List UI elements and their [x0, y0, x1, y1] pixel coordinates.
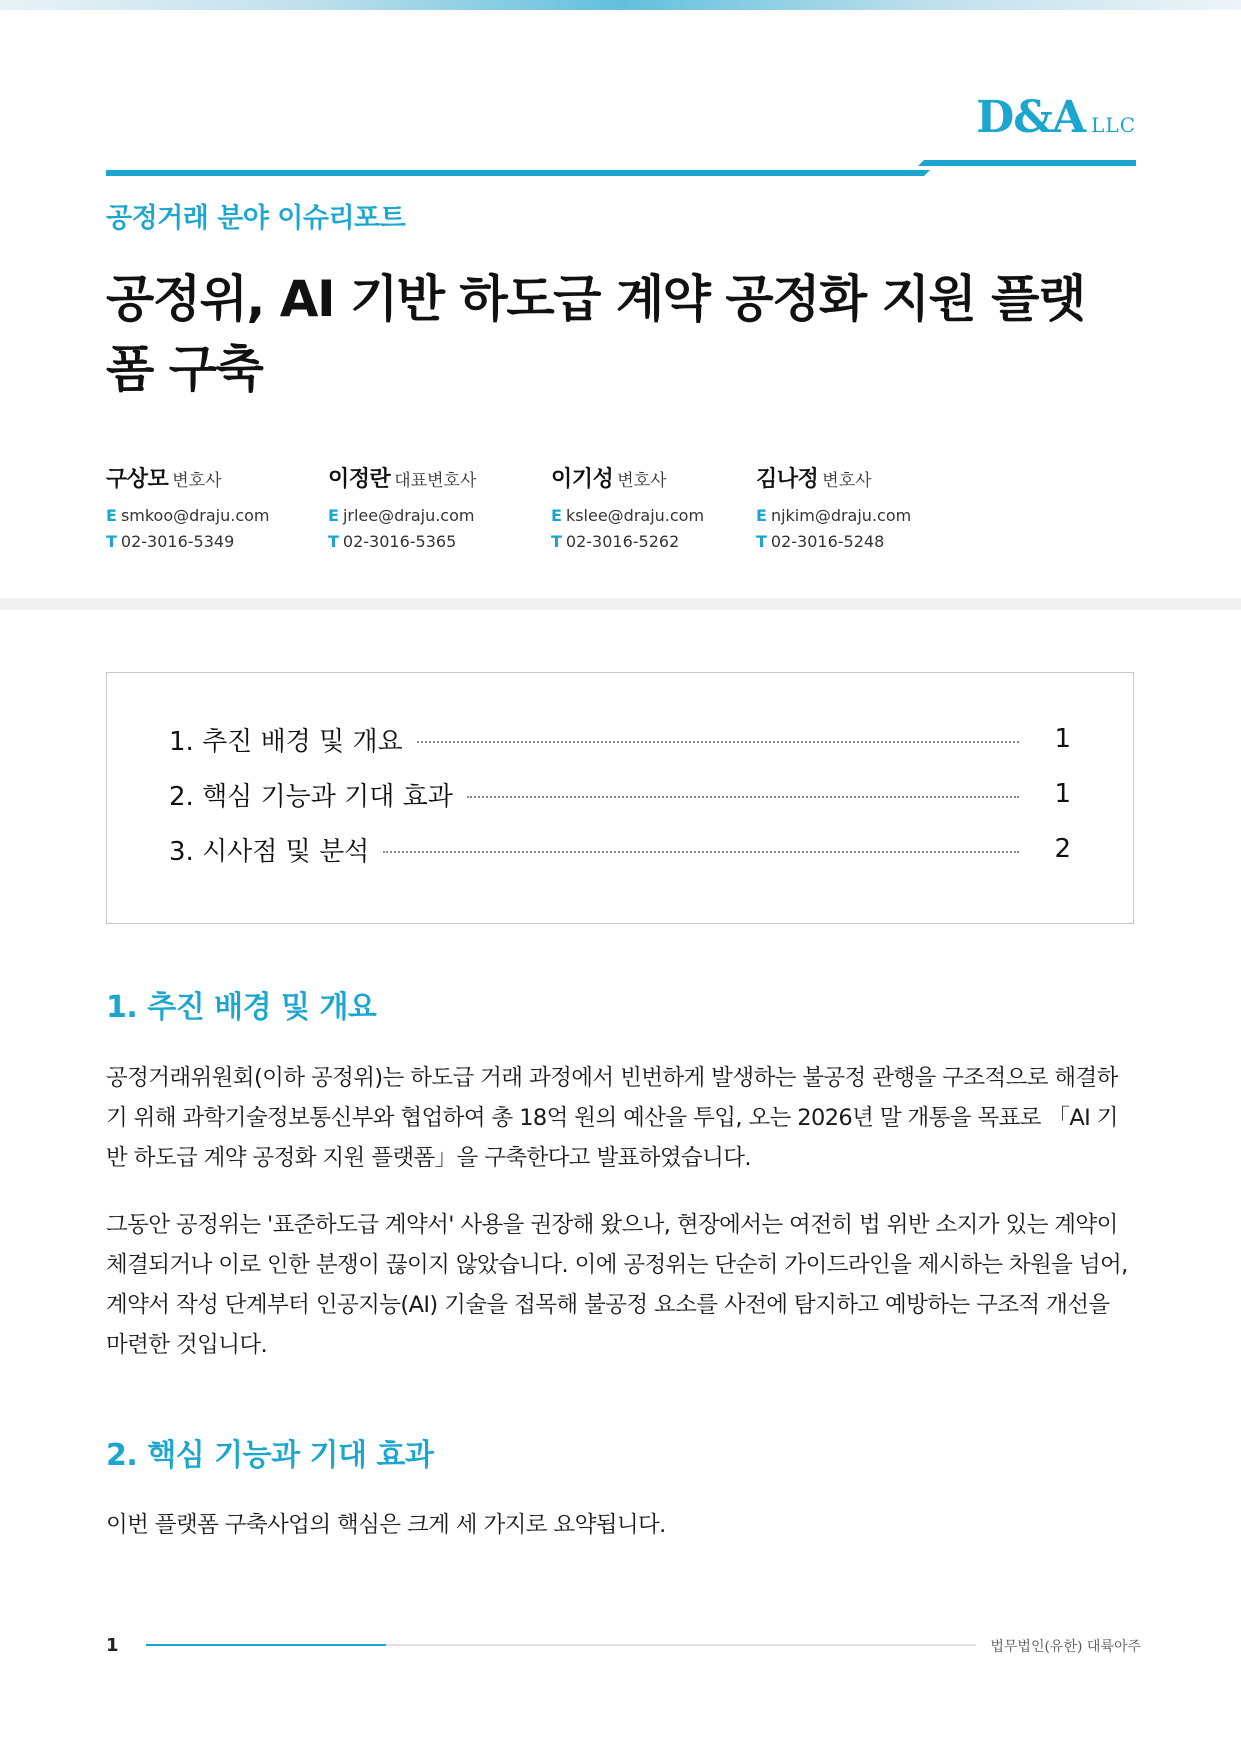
toc-entry-label: 3. 시사점 및 분석: [169, 836, 370, 867]
phone-label: T: [756, 532, 767, 551]
page-title: 공정위, AI 기반 하도급 계약 공정화 지원 플랫폼 구축: [106, 270, 1085, 398]
author-card: [551, 462, 781, 555]
author-phone: 02-3016-5262: [565, 532, 680, 551]
toc-entry-label: 1. 추진 배경 및 개요: [169, 726, 403, 757]
author-card: [756, 462, 986, 555]
toc-leader-dots: [417, 741, 1019, 743]
body-paragraph: 그동안 공정위는 '표준하도급 계약서' 사용을 권장해 왔으나, 현장에서는 여전히 법 위반 소지가 있는 계약이 체결되거나 이로 인한 분쟁이 끊이지 않았습니다. 이에 공정위는 단순히 가이드라인을 제시하는 차원을 넘어, 계약서 작성 단계부터 인공지능(AI) 기술을 접목해 불공정 요소를 사전에 탐지하고 예방하는 구조적 개선을 마련한 것입니다.: [106, 1212, 1128, 1358]
toc-entry[interactable]: [169, 719, 1071, 759]
author-email[interactable]: kslee@draju.com: [565, 506, 705, 525]
section-heading: 2. 핵심 기능과 기대 효과: [106, 1438, 434, 1473]
author-email[interactable]: njkim@draju.com: [770, 506, 912, 525]
body-paragraph: 공정거래위원회(이하 공정위)는 하도급 거래 과정에서 빈번하게 발생하는 불공정 관행을 구조적으로 해결하기 위해 과학기술정보통신부와 협업하여 총 18억 원의 예산을 투입, 오는 2026년 말 개통을 목표로 「AI 기반 하도급 계약 공정화 지원 플랫폼」을 구축한다고 발표하였습니다.: [106, 1065, 1118, 1171]
author-name: 구상모: [106, 467, 169, 492]
phone-label: T: [106, 532, 117, 551]
email-label: E: [756, 506, 767, 525]
toc-entry[interactable]: [169, 774, 1071, 814]
toc-leader-dots: [467, 796, 1019, 798]
author-role: 변호사: [172, 471, 222, 491]
toc-entry-page: 1: [1054, 724, 1071, 754]
table-of-contents: [106, 672, 1134, 924]
logo-main: D&A: [976, 92, 1086, 143]
top-gradient-bar: [0, 0, 1241, 10]
report-category: 공정거래 분야 이슈리포트: [106, 203, 406, 234]
header-rule: [106, 160, 1136, 176]
toc-leader-dots: [383, 851, 1019, 853]
author-role: 대표변호사: [394, 471, 477, 491]
footer-rule: [146, 1644, 976, 1646]
toc-entry-page: 2: [1054, 834, 1071, 864]
email-label: E: [328, 506, 339, 525]
page-number: 1: [106, 1635, 119, 1656]
section-divider-band: [0, 598, 1241, 610]
body-paragraph: 이번 플랫폼 구축사업의 핵심은 크게 세 가지로 요약됩니다.: [106, 1512, 666, 1538]
author-role: 변호사: [617, 471, 667, 491]
logo-suffix: LLC: [1091, 113, 1136, 137]
author-role: 변호사: [822, 471, 872, 491]
author-name: 이정란: [328, 467, 391, 492]
author-email[interactable]: jrlee@draju.com: [342, 506, 475, 525]
toc-entry[interactable]: [169, 829, 1071, 869]
phone-label: T: [551, 532, 562, 551]
email-label: E: [551, 506, 562, 525]
section-heading: 1. 추진 배경 및 개요: [106, 990, 377, 1025]
author-card: [106, 462, 336, 555]
phone-label: T: [328, 532, 339, 551]
author-phone: 02-3016-5365: [342, 532, 457, 551]
footer-firm-name: 법무법인(유한) 대륙아주: [990, 1639, 1141, 1655]
footer-rule-accent: [146, 1644, 386, 1646]
author-phone: 02-3016-5349: [120, 532, 235, 551]
author-name: 이기성: [551, 467, 614, 492]
firm-logo: [976, 92, 1136, 143]
toc-entry-page: 1: [1054, 779, 1071, 809]
author-email[interactable]: smkoo@draju.com: [120, 506, 270, 525]
author-card: [328, 462, 558, 555]
author-name: 김나정: [756, 467, 819, 492]
email-label: E: [106, 506, 117, 525]
author-phone: 02-3016-5248: [770, 532, 885, 551]
toc-entry-label: 2. 핵심 기능과 기대 효과: [169, 781, 453, 812]
